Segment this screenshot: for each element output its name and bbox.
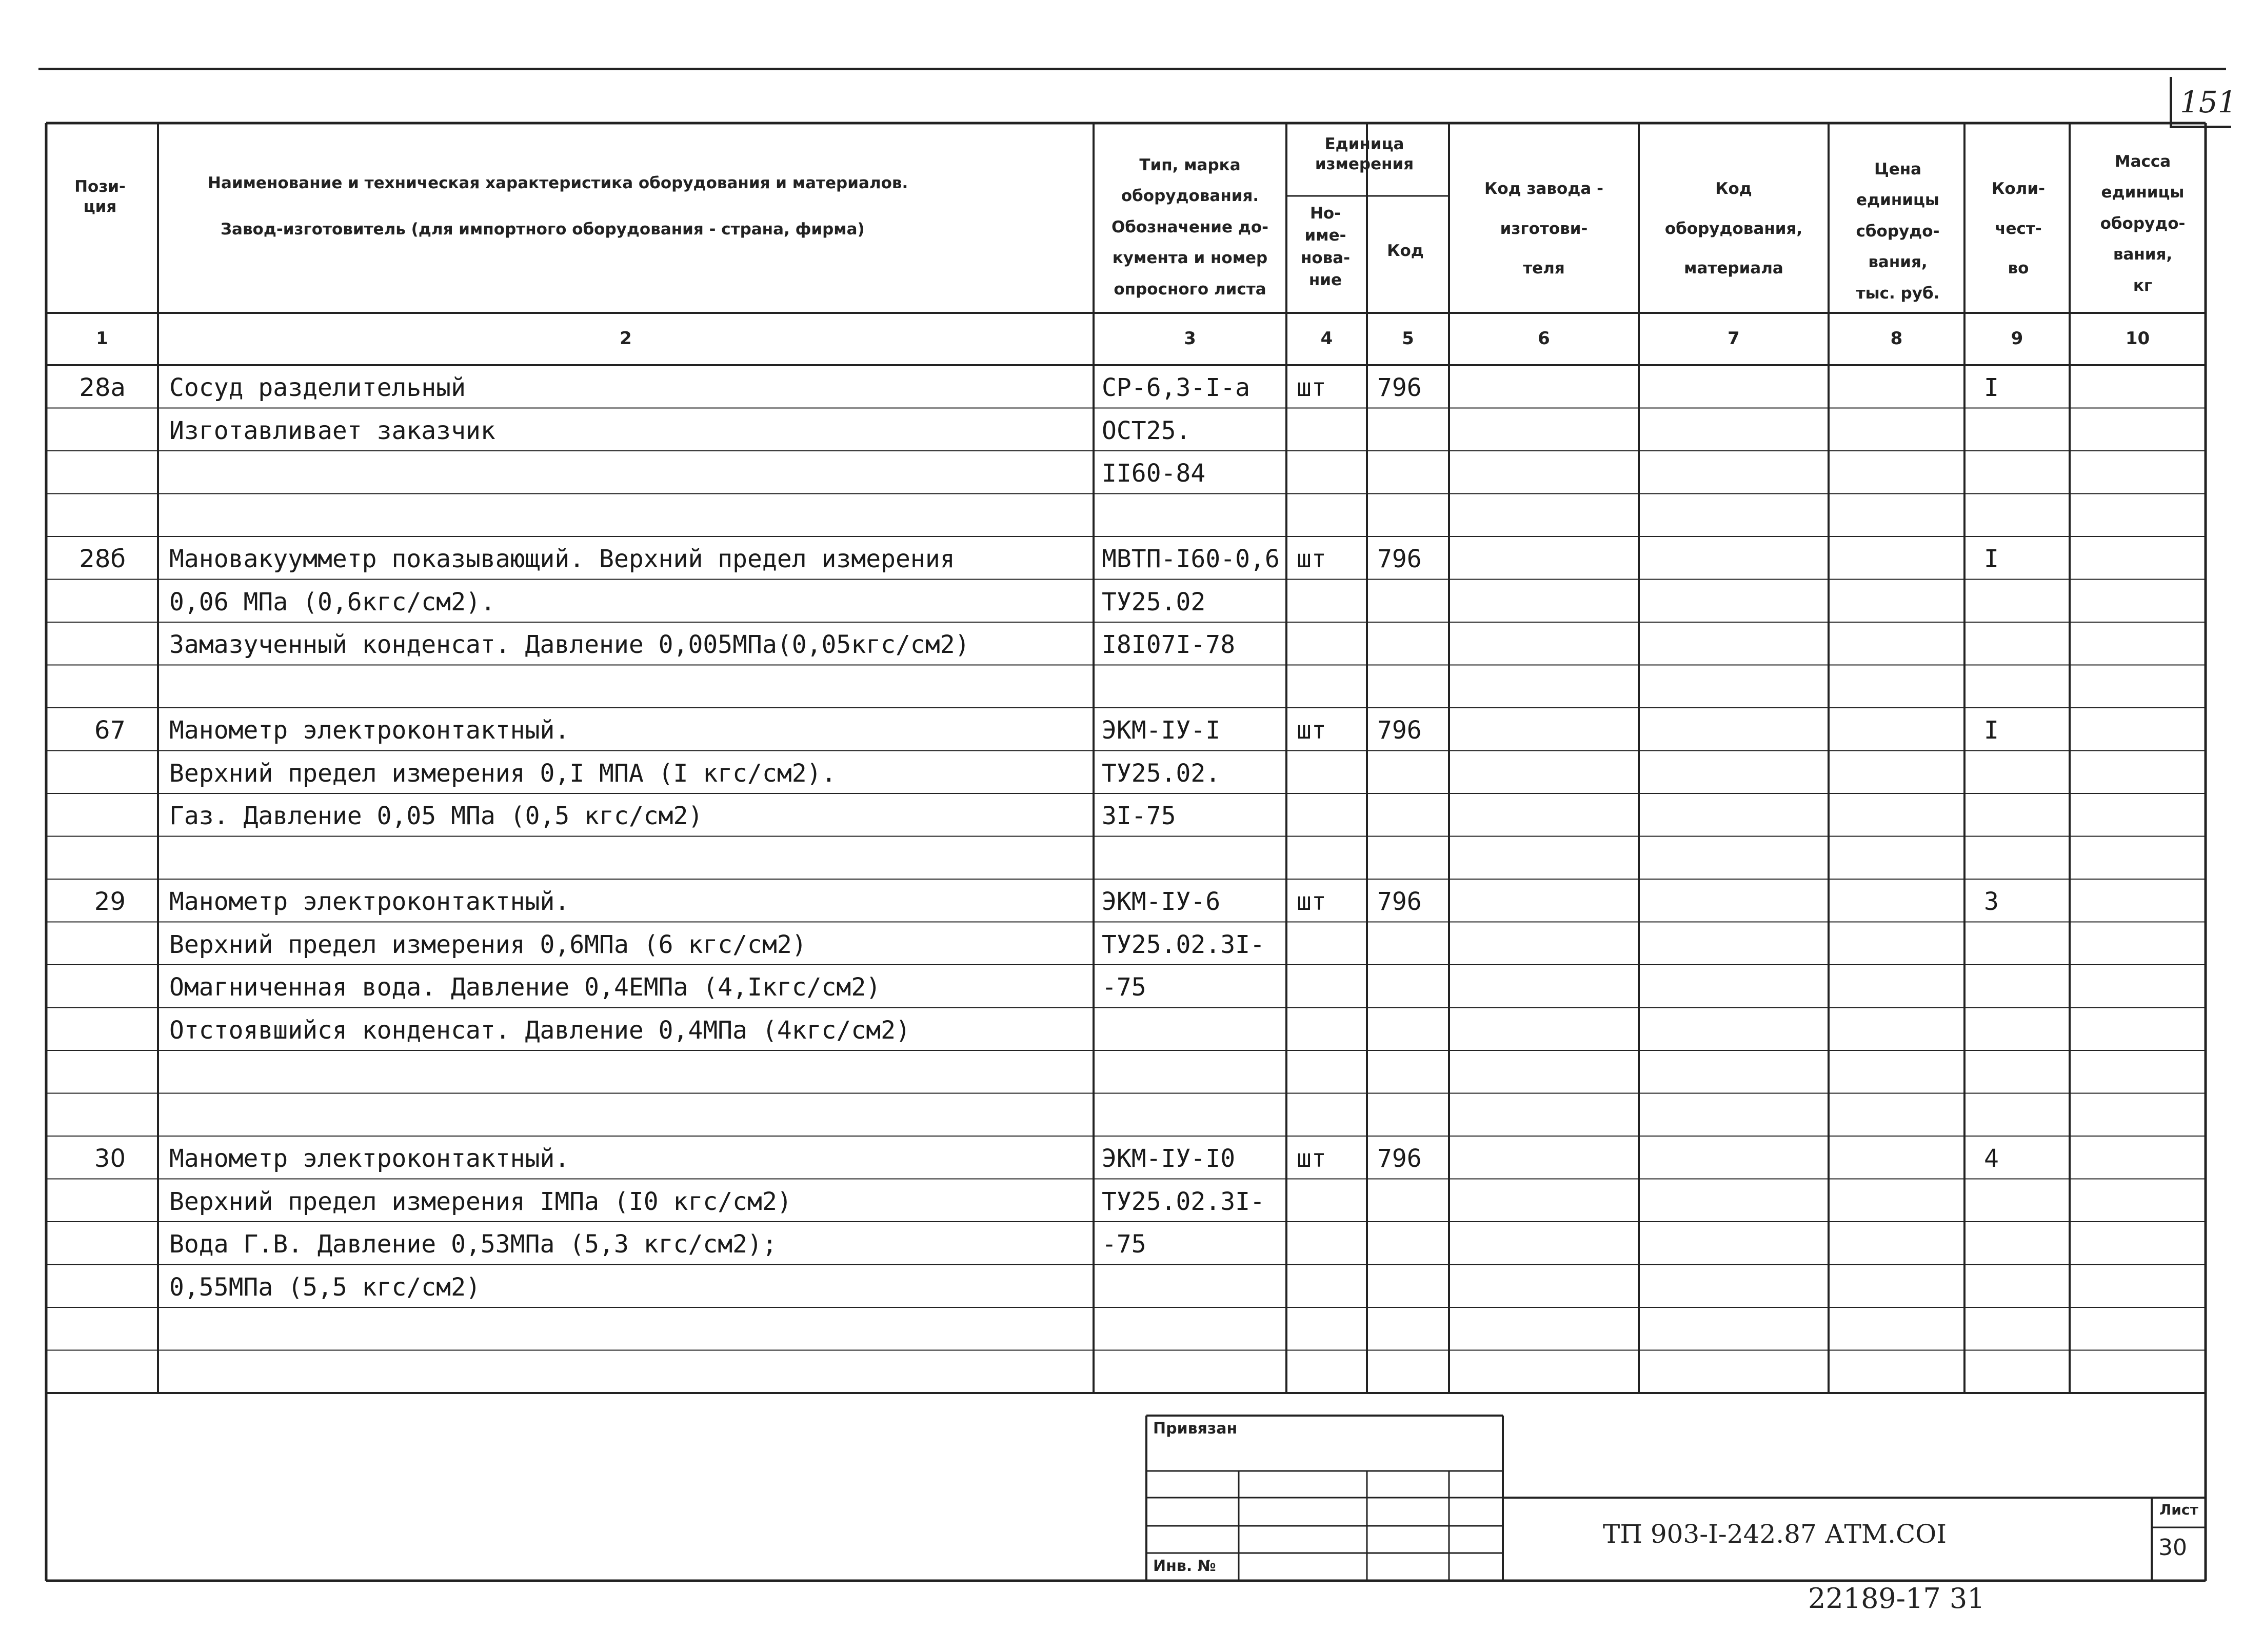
stamp-privyazan-label: Привязан (1153, 1420, 1238, 1438)
page-number: 151 (2180, 85, 2237, 120)
header-unit: Единица измерения (1315, 135, 1414, 173)
quantity-cell: 3 (1984, 887, 1999, 916)
type-cell: ЭКМ-IУ-I0 (1102, 1144, 1236, 1173)
document-code: ТП 903-I-242.87 АТМ.СОI (1603, 1519, 1947, 1549)
name-cell: Верхний предел измерения 0,I МПА (I кгс/см2). (169, 759, 837, 788)
name-cell: Вода Г.В. Давление 0,53МПа (5,3 кгс/см2); (169, 1230, 777, 1259)
header-quantity: Коли- чест- во (1992, 180, 2045, 277)
name-cell: Манометр электроконтактный. (169, 887, 570, 916)
column-number-1: 1 (96, 328, 108, 349)
stamp-inventory-label: Инв. № (1153, 1557, 1216, 1575)
header-factory-code: Код завода - изготови- теля (1484, 180, 1603, 277)
unit-code-cell: 796 (1377, 887, 1422, 916)
type-cell: I8I07I-78 (1102, 630, 1236, 659)
header-position: Пози- ция (74, 177, 126, 216)
header-type: Тип, марка оборудования. Обозначение до- кумента и номер опросного листа (1111, 156, 1269, 298)
unit-name-cell: шт (1297, 373, 1326, 402)
header-price: Цена единицы сборудо- вания, тыс. руб. (1856, 160, 1940, 303)
type-cell: ОСТ25. (1102, 416, 1191, 445)
sheet-label: Лист (2159, 1501, 2198, 1518)
header-mass: Масса единицы оборудо- вания, кг (2100, 152, 2186, 295)
position-cell: 29 (94, 887, 126, 916)
unit-name-cell: шт (1297, 545, 1326, 573)
type-cell: -75 (1102, 973, 1146, 1002)
quantity-cell: I (1984, 373, 1999, 402)
name-cell: Манометр электроконтактный. (169, 1144, 570, 1173)
column-number-10: 10 (2125, 328, 2150, 349)
type-cell: ТУ25.02 (1102, 587, 1206, 616)
header-unit-code: Код (1387, 242, 1424, 260)
column-number-7: 7 (1728, 328, 1740, 349)
type-cell: ТУ25.02.3I- (1102, 1187, 1265, 1216)
header-equipment-code: Код оборудования, материала (1664, 180, 1803, 277)
header-name-line2: Завод-изготовитель (для импортного оборудования - страна, фирма) (221, 220, 865, 238)
quantity-cell: I (1984, 545, 1999, 573)
footer-archive-number: 22189-17 31 (1808, 1582, 1985, 1615)
type-cell: ТУ25.02. (1102, 759, 1221, 788)
type-cell: ЭКМ-IУ-I (1102, 716, 1221, 745)
unit-name-cell: шт (1297, 887, 1326, 916)
unit-code-cell: 796 (1377, 1144, 1422, 1173)
column-number-4: 4 (1320, 328, 1333, 349)
position-cell: 28б (79, 545, 126, 573)
type-cell: II60-84 (1102, 459, 1206, 488)
name-cell: 0,06 МПа (0,6кгс/см2). (169, 587, 495, 616)
name-cell: Верхний предел измерения 0,6МПа (6 кгс/см2) (169, 930, 807, 959)
position-cell: 30 (94, 1144, 126, 1173)
type-cell: -75 (1102, 1230, 1146, 1259)
name-cell: 0,55МПа (5,5 кгс/см2) (169, 1272, 481, 1302)
unit-code-cell: 796 (1377, 545, 1422, 573)
name-cell: Замазученный конденсат. Давление 0,005МПа(0,05кгс/см2) (169, 630, 970, 659)
unit-name-cell: шт (1297, 716, 1326, 745)
position-cell: 28а (79, 373, 126, 402)
name-cell: Изготавливает заказчик (169, 416, 495, 445)
unit-name-cell: шт (1297, 1144, 1326, 1173)
name-cell: Сосуд разделительный (169, 373, 466, 402)
position-cell: 67 (94, 716, 126, 745)
column-number-9: 9 (2011, 328, 2023, 349)
sheet-number: 30 (2158, 1535, 2187, 1561)
name-cell: Мановакуумметр показывающий. Верхний предел измерения (169, 545, 955, 573)
column-number-8: 8 (1890, 328, 1903, 349)
type-cell: 3I-75 (1102, 802, 1176, 830)
type-cell: ЭКМ-IУ-6 (1102, 887, 1221, 916)
header-name-line1: Наименование и техническая характеристика оборудования и материалов. (208, 174, 908, 192)
quantity-cell: 4 (1984, 1144, 1999, 1173)
name-cell: Верхний предел измерения IМПа (I0 кгс/см2) (169, 1187, 792, 1216)
column-number-6: 6 (1538, 328, 1550, 349)
type-cell: МВТП-I60-0,6 (1102, 545, 1280, 573)
quantity-cell: I (1984, 716, 1999, 745)
column-number-2: 2 (620, 328, 632, 349)
name-cell: Манометр электроконтактный. (169, 716, 570, 745)
name-cell: Омагниченная вода. Давление 0,4ЕМПа (4,Iкгс/см2) (169, 973, 881, 1002)
header-unit-name: Но- име- нова- ние (1300, 204, 1351, 290)
type-cell: СР-6,3-I-а (1102, 373, 1250, 402)
name-cell: Газ. Давление 0,05 МПа (0,5 кгс/см2) (169, 802, 703, 830)
unit-code-cell: 796 (1377, 373, 1422, 402)
column-number-5: 5 (1402, 328, 1414, 349)
column-number-3: 3 (1184, 328, 1196, 349)
type-cell: ТУ25.02.3I- (1102, 930, 1265, 959)
unit-code-cell: 796 (1377, 716, 1422, 745)
name-cell: Отстоявшийся конденсат. Давление 0,4МПа (4кгс/см2) (169, 1016, 910, 1045)
